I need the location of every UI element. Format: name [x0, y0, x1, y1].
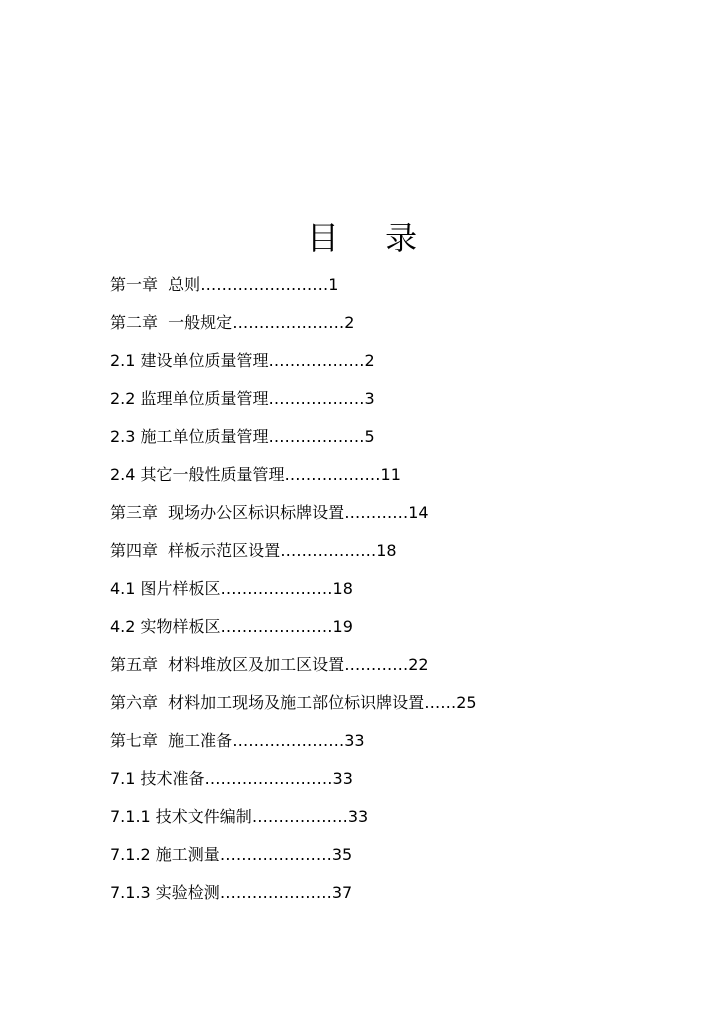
toc-entry-leader: …………………: [219, 883, 332, 902]
toc-entry: [110, 836, 670, 874]
toc-entry-label: 7.1.3 实验检测: [110, 883, 220, 902]
toc-entry-leader: ………………: [268, 351, 365, 370]
toc-entry: [110, 532, 670, 570]
toc-entry-label: 第二章 一般规定: [110, 313, 233, 332]
toc-entry-leader: …………………: [219, 845, 332, 864]
toc-entry-leader: ………………: [251, 807, 348, 826]
toc-entry-leader: ………………: [280, 541, 377, 560]
toc-entry: [110, 418, 670, 456]
toc-entry-label: 7.1.2 施工测量: [110, 845, 220, 864]
toc-entry-page: 11: [380, 465, 401, 484]
toc-entry-leader: ……………………: [200, 275, 329, 294]
toc-entry: [110, 380, 670, 418]
toc-entry-label: 2.4 其它一般性质量管理: [110, 465, 285, 484]
toc-entry-label: 2.3 施工单位质量管理: [110, 427, 269, 446]
toc-entry-page: 18: [376, 541, 397, 560]
toc-entry-page: 33: [332, 769, 353, 788]
toc-entry: [110, 608, 670, 646]
toc-entry: [110, 570, 670, 608]
toc-entry-leader: ……: [424, 693, 457, 712]
toc-entry-leader: ………………: [268, 389, 365, 408]
toc-title: 目 录: [306, 219, 436, 257]
toc-entry-page: 3: [364, 389, 375, 408]
toc-entry: [110, 494, 670, 532]
toc-entry: [110, 722, 670, 760]
toc-entry-page: 22: [408, 655, 429, 674]
toc-entry-page: 33: [344, 731, 365, 750]
toc-entry-leader: …………: [344, 655, 409, 674]
toc-entry-page: 19: [332, 617, 353, 636]
toc-entry-leader: …………: [344, 503, 409, 522]
toc-entry: [110, 684, 670, 722]
toc-entry-label: 第三章 现场办公区标识标牌设置: [110, 503, 345, 522]
toc-entry-label: 第一章 总则: [110, 275, 201, 294]
toc-entry: [110, 874, 670, 912]
toc-entry: [110, 760, 670, 798]
toc-entry-label: 7.1 技术准备: [110, 769, 205, 788]
toc-entry: [110, 266, 670, 304]
toc-list: [110, 266, 670, 912]
toc-entry-leader: …………………: [220, 617, 333, 636]
toc-entry: [110, 304, 670, 342]
toc-entry-label: 第六章 材料加工现场及施工部位标识牌设置: [110, 693, 425, 712]
toc-entry-leader: …………………: [232, 731, 345, 750]
toc-entry-page: 37: [331, 883, 353, 902]
toc-entry-page: 25: [456, 693, 477, 712]
toc-entry: [110, 798, 670, 836]
toc-entry-leader: ………………: [268, 427, 365, 446]
toc-entry-page: 35: [331, 845, 353, 864]
toc-entry-label: 4.1 图片样板区: [110, 579, 221, 598]
toc-entry-label: 第五章 材料堆放区及加工区设置: [110, 655, 345, 674]
toc-entry-page: 5: [364, 427, 375, 446]
toc-entry: [110, 342, 670, 380]
toc-entry-page: 14: [408, 503, 429, 522]
toc-entry-leader: …………………: [232, 313, 345, 332]
toc-entry-label: 7.1.1 技术文件编制: [110, 807, 252, 826]
toc-entry-leader: ……………………: [204, 769, 333, 788]
toc-entry: [110, 646, 670, 684]
toc-entry-leader: ………………: [284, 465, 381, 484]
toc-entry: [110, 456, 670, 494]
toc-entry-label: 第四章 样板示范区设置: [110, 541, 281, 560]
toc-entry-page: 1: [328, 275, 339, 294]
toc-entry-leader: …………………: [220, 579, 333, 598]
toc-entry-label: 4.2 实物样板区: [110, 617, 221, 636]
toc-entry-page: 18: [332, 579, 353, 598]
toc-entry-label: 2.1 建设单位质量管理: [110, 351, 269, 370]
toc-entry-label: 2.2 监理单位质量管理: [110, 389, 269, 408]
toc-entry-page: 2: [344, 313, 355, 332]
toc-entry-page: 2: [364, 351, 375, 370]
toc-entry-label: 第七章 施工准备: [110, 731, 233, 750]
toc-entry-page: 33: [347, 807, 369, 826]
